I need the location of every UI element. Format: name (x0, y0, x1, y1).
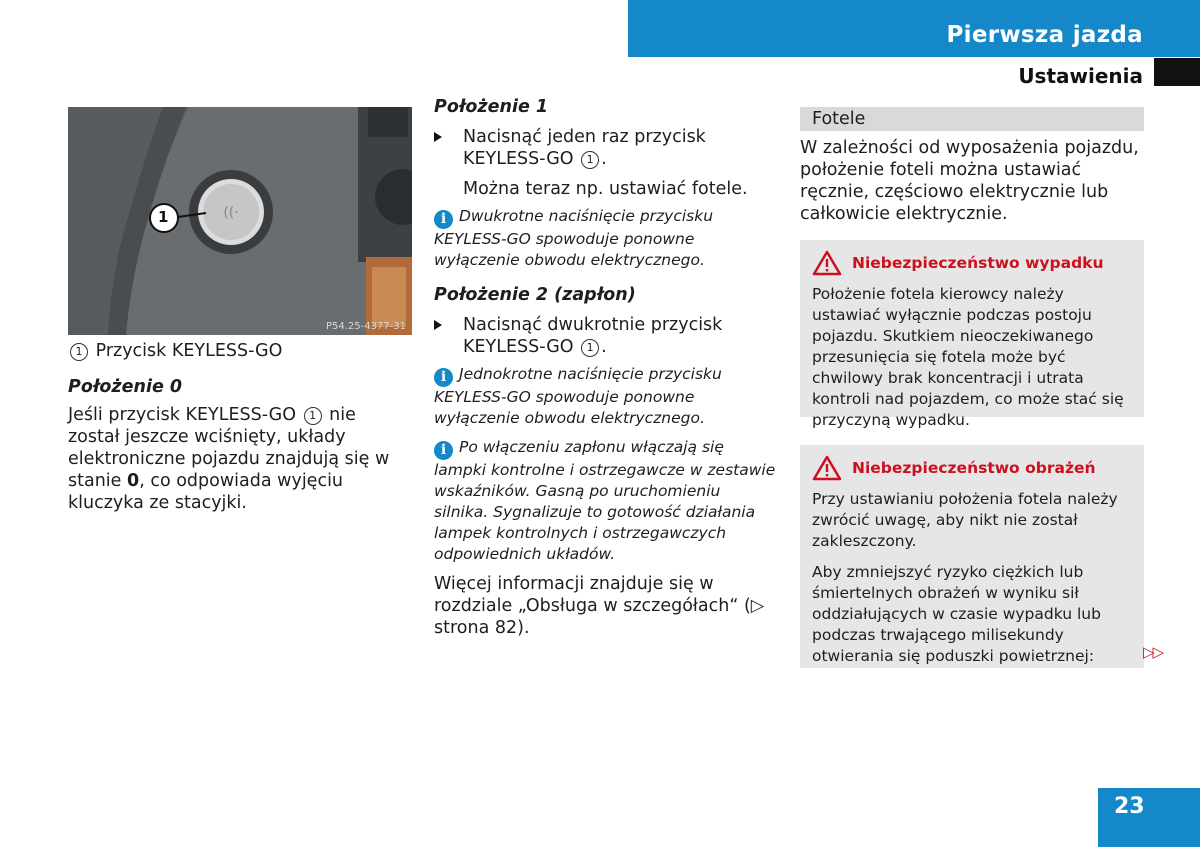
dashboard-illustration (68, 107, 412, 335)
info-note-2: i Jednokrotne naciśnięcie przycisku KEYLESS-GO spowoduje ponowne wyłączenie obwodu elektrycznego. (434, 365, 722, 427)
section-marker (1154, 58, 1200, 86)
caption-number: 1 (70, 343, 88, 361)
step-press-once: Nacisnąć jeden raz przycisk KEYLESS-GO 1 . (434, 126, 779, 170)
warning-text: Położenie fotela kierowcy należy ustawiać wyłącznie podczas postoju pojazdu. Skutkiem nieoczekiwanego przesunięcia się fotela może być chwilowy brak koncentracji i utrata kontroli nad pojazdem, co może stać się przyczyną wypadku. (812, 285, 1124, 429)
column-2 (434, 97, 779, 639)
photo-code: P54.25-4377-31 (325, 321, 406, 332)
keyless-go-photo (68, 107, 412, 335)
warning-heading: Niebezpieczeństwo wypadku (812, 250, 1132, 276)
heading-position-0: Położenie 0 (68, 377, 183, 397)
bullet-arrow-icon (434, 320, 442, 330)
page-number: 23 (1114, 794, 1145, 819)
photo-caption: 1 Przycisk KEYLESS-GO (68, 340, 408, 362)
column-1 (68, 340, 408, 514)
page-number-badge (1098, 788, 1200, 847)
seats-heading: Fotele (800, 107, 1144, 131)
position-0-text: Jeśli przycisk KEYLESS-GO 1 nie został jeszcze wciśnięty, układy elektroniczne pojazdu znajdują się w stanie 0, co odpowiada wyjęciu kluczyka ze stacyjki. (68, 405, 390, 513)
seats-intro: W zależności od wyposażenia pojazdu, położenie foteli można ustawiać ręcznie, częściowo elektrycznie lub całkowicie elektrycznie. (800, 138, 1139, 224)
heading-position-1: Położenie 1 (434, 97, 549, 117)
heading-position-2: Położenie 2 (zapłon) (434, 285, 636, 305)
header-bar (628, 0, 1200, 57)
warning-box-accident (800, 240, 1144, 429)
warning-text-1: Przy ustawianiu położenia fotela należy zwrócić uwagę, aby nikt nie został zakleszczony. (812, 490, 1118, 550)
warning-triangle-icon (812, 250, 842, 276)
info-note-3: i Po włączeniu zapłonu włączają się lampki kontrolne i ostrzegawcze w zestawie wskaźników. Gasną po uruchomieniu silnika. Sygnalizuje to gotowość działania lampek kontrolnych i ostrzegawczych odpowiednich układów. (434, 438, 776, 563)
step-press-twice: Nacisnąć dwukrotnie przycisk KEYLESS-GO 1 . (434, 314, 779, 358)
warning-heading: Niebezpieczeństwo obrażeń (812, 455, 1132, 481)
warning-box-injury (800, 445, 1144, 668)
column-3 (800, 107, 1144, 225)
section-title: Ustawienia (1018, 64, 1143, 88)
bullet-arrow-icon (434, 132, 442, 142)
continued-arrows-icon: ▷▷ (1143, 643, 1163, 661)
info-icon: i (434, 368, 453, 387)
more-info-reference: Więcej informacji znajduje się w rozdziale „Obsługa w szczegółach“ (▷ strona 82). (434, 574, 765, 638)
callout-1: 1 (158, 208, 169, 226)
info-icon: i (434, 210, 453, 229)
chapter-title: Pierwsza jazda (946, 22, 1143, 48)
warning-triangle-icon (812, 455, 842, 481)
svg-text:((·: ((· (223, 205, 239, 221)
step-result: Można teraz np. ustawiać fotele. (463, 179, 748, 199)
info-icon: i (434, 441, 453, 460)
warning-text-2: Aby zmniejszyć ryzyko ciężkich lub śmiertelnych obrażeń w wyniku sił oddziałujących w czasie wypadku lub podczas trwającego milisekundy otwierania się poduszki powietrznej: (812, 563, 1101, 665)
info-note-1: i Dwukrotne naciśnięcie przycisku KEYLESS-GO spowoduje ponowne wyłączenie obwodu elektrycznego. (434, 207, 714, 269)
